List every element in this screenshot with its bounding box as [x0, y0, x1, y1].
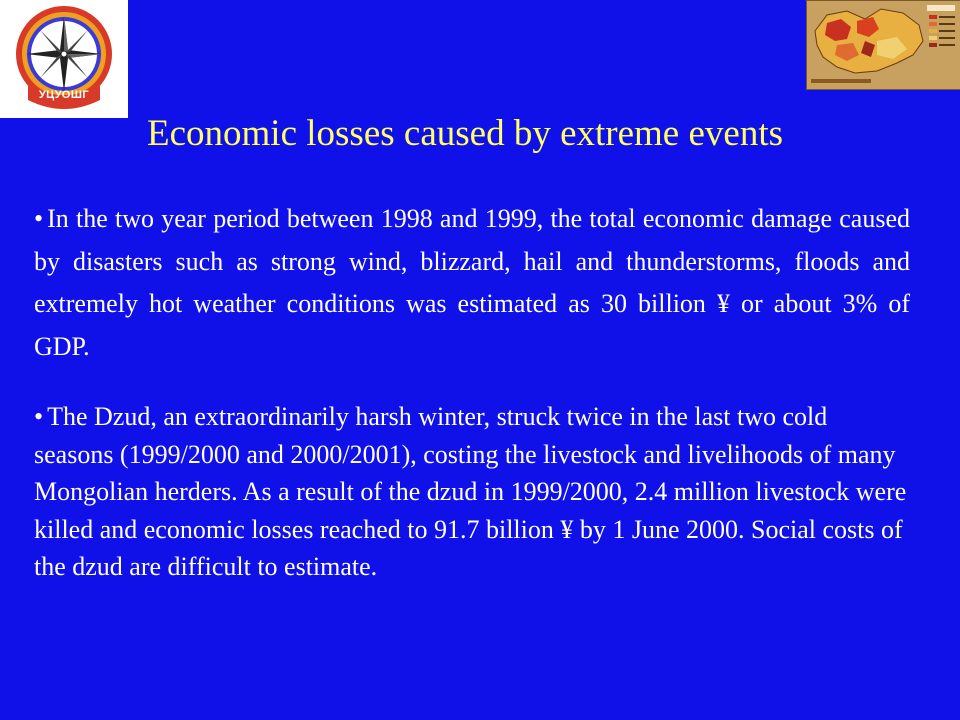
bullet-item — [34, 398, 910, 586]
bullet-text: The Dzud, an extraordinarily harsh winter, struck twice in the last two cold seasons (1999/2000 and 2000/2001), costing the livestock and livelihoods of many Mongolian herders. As a result of the dzud in 1999/2000, 2.4 million livestock were killed and economic losses reached to 91.7 billion ¥ by 1 June 2000. Social costs of the dzud are difficult to estimate. — [34, 402, 907, 581]
mongolia-map-thumbnail — [806, 0, 960, 90]
slide-title: Economic losses caused by extreme events — [147, 113, 783, 154]
bullet-item — [34, 198, 910, 368]
bullet-list — [34, 198, 910, 586]
agency-logo — [0, 0, 128, 118]
logo-text: УЦУОШГ — [38, 89, 90, 101]
bullet-marker: • — [34, 402, 44, 431]
map-icon — [807, 1, 960, 89]
bullet-text: In the two year period between 1998 and 1999, the total economic damage caused by disasters such as strong wind, blizzard, hail and thunderstorms, floods and extremely hot weather conditions was estimated as 30 billion ¥ or about 3% of GDP. — [34, 204, 910, 361]
bullet-marker: • — [34, 204, 44, 233]
